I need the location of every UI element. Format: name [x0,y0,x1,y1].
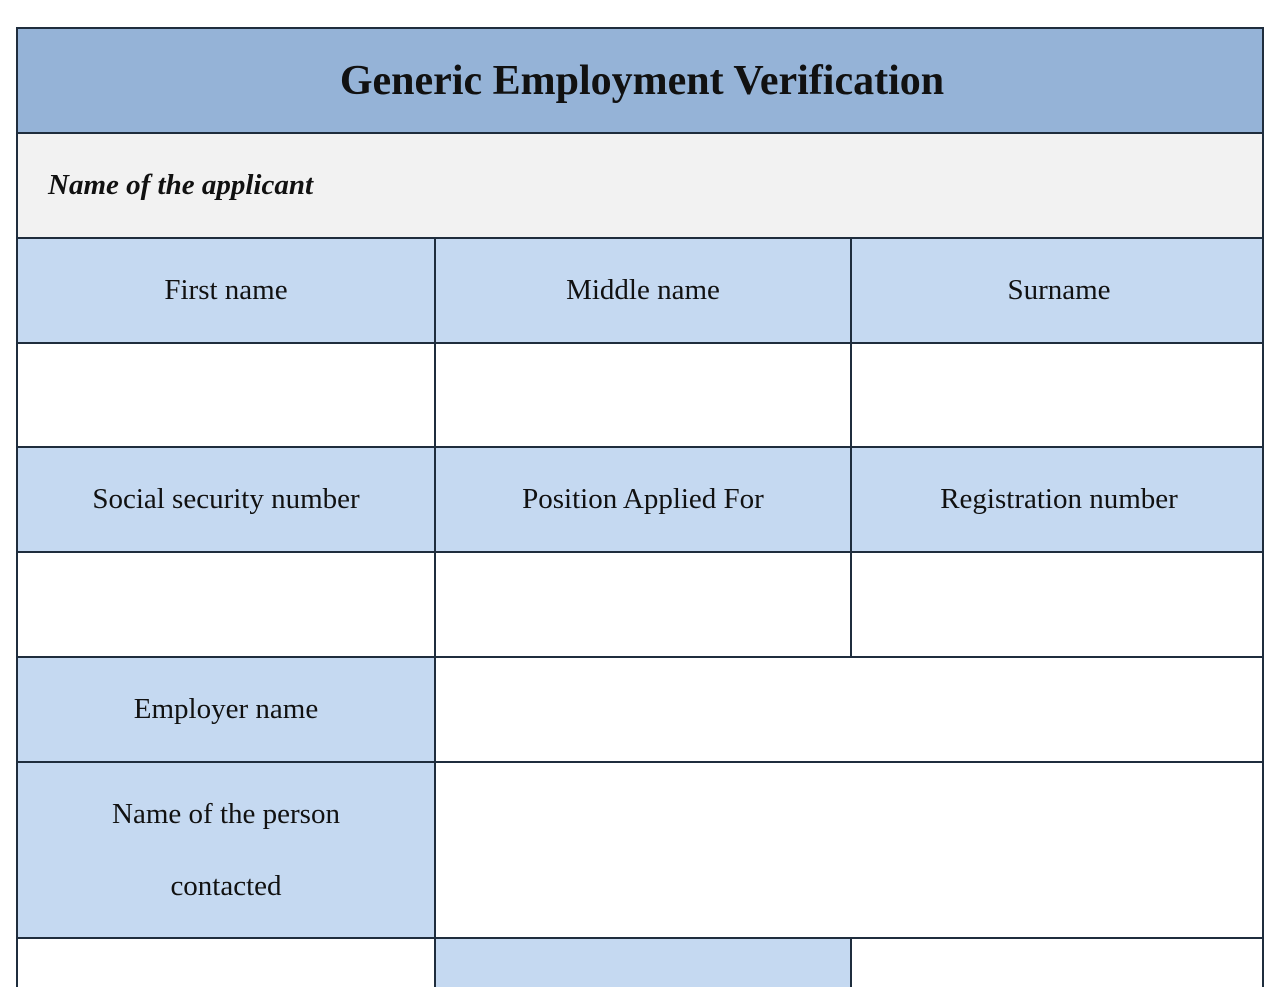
position-header: Position Applied For [434,448,850,551]
surname-header: Surname [850,239,1264,342]
form-title: Generic Employment Verification [339,57,945,104]
next-row-cell-3[interactable] [850,939,1264,987]
middle-name-header: Middle name [434,239,850,342]
contact-person-field[interactable] [434,763,1264,937]
registration-number-header: Registration number [850,448,1264,551]
contact-person-label-line2: contacted [170,870,282,902]
ssn-header: Social security number [18,448,434,551]
contact-row [18,763,1264,939]
name-header-row [18,239,1264,344]
registration-number-field[interactable] [850,553,1264,656]
employer-name-field[interactable] [434,658,1264,761]
position-field[interactable] [434,553,850,656]
employer-name-label: Employer name [18,658,434,761]
employment-verification-form [16,27,1264,987]
id-header-row [18,448,1264,553]
title-row [18,29,1264,134]
surname-field[interactable] [850,344,1264,446]
contact-person-label-line1: Name of the person [112,798,340,830]
ssn-field[interactable] [18,553,434,656]
employer-row [18,658,1264,763]
middle-name-field[interactable] [434,344,850,446]
first-name-field[interactable] [18,344,434,446]
next-row-cell-1[interactable] [18,939,434,987]
contact-person-label [18,763,434,937]
id-input-row [18,553,1264,658]
section-row [18,134,1264,239]
section-label: Name of the applicant [48,169,314,201]
name-input-row [18,344,1264,448]
next-row [18,939,1264,987]
first-name-header: First name [18,239,434,342]
next-row-cell-2 [434,939,850,987]
